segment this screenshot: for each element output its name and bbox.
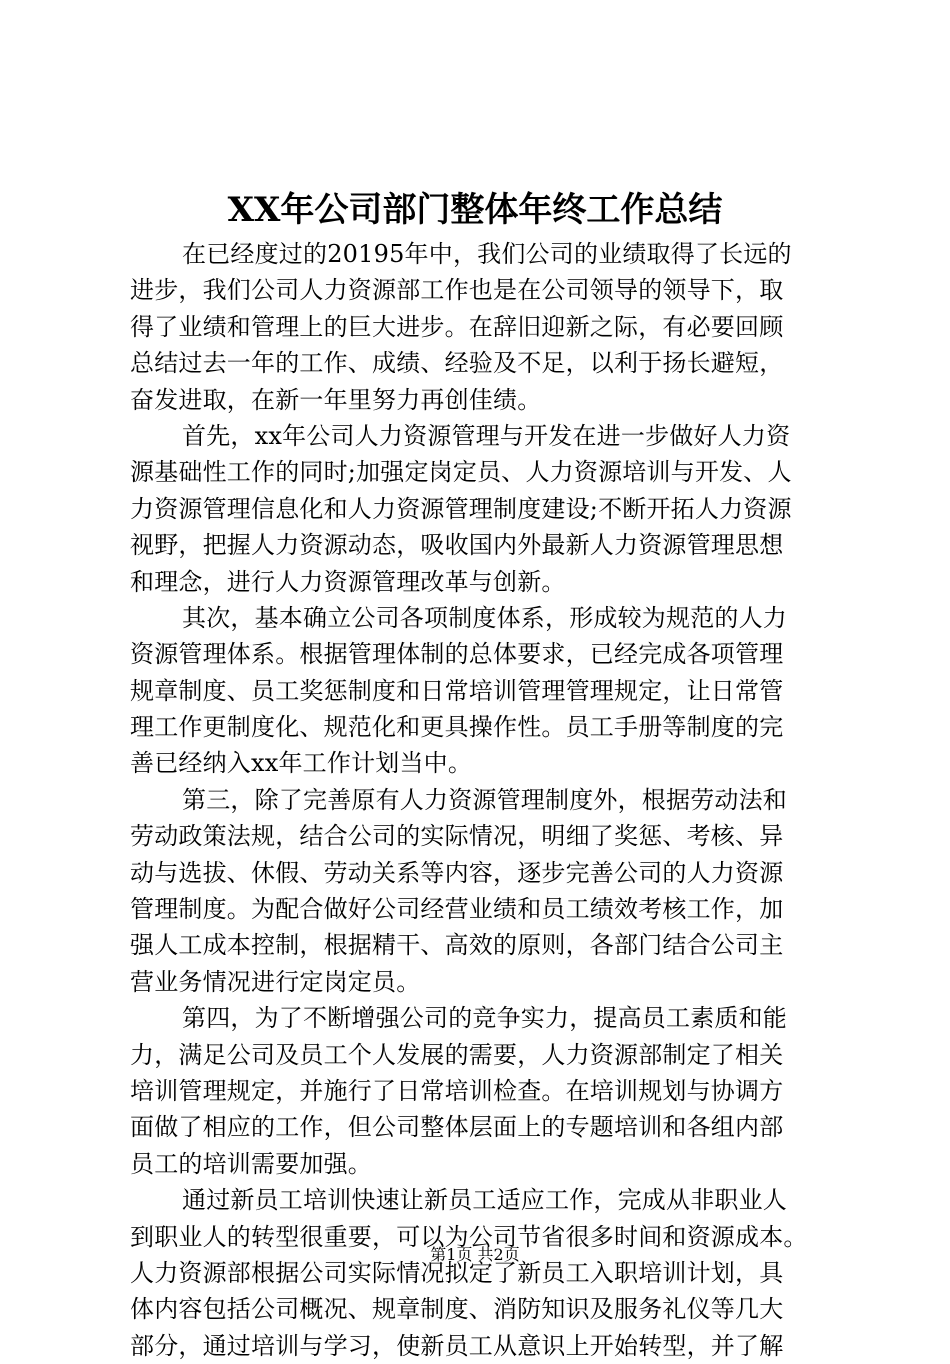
text-line: 体内容包括公司概况、规章制度、消防知识及服务礼仪等几大 <box>130 1295 784 1324</box>
text-line: 奋发进取，在新一年里努力再创佳绩。 <box>130 385 542 414</box>
document-body <box>130 236 830 1364</box>
text-line: 得了业绩和管理上的巨大进步。在辞旧迎新之际，有必要回顾 <box>130 312 784 341</box>
text-line: 第三，除了完善原有人力资源管理制度外，根据劳动法和 <box>182 785 787 814</box>
text-line: 力，满足公司及员工个人发展的需要，人力资源部制定了相关 <box>130 1040 784 1069</box>
text-line: 其次，基本确立公司各项制度体系，形成较为规范的人力 <box>182 603 787 632</box>
text-line: 总结过去一年的工作、成绩、经验及不足，以利于扬长避短， <box>130 349 784 378</box>
text-line: 首先，xx年公司人力资源管理与开发在进一步做好人力资 <box>182 421 791 450</box>
document-title: XX年公司部门整体年终工作总结 <box>227 190 723 230</box>
text-line: 在已经度过的20195年中，我们公司的业绩取得了长远的 <box>182 240 792 268</box>
text-line: 管理制度。为配合做好公司经营业绩和员工绩效考核工作，加 <box>130 895 784 924</box>
text-line: 人力资源部根据公司实际情况拟定了新员工入职培训计划，具 <box>130 1258 784 1287</box>
text-line: 培训管理规定，并施行了日常培训检查。在培训规划与协调方 <box>130 1076 784 1105</box>
text-line: 第四，为了不断增强公司的竞争实力，提高员工素质和能 <box>182 1004 787 1033</box>
text-line: 力资源管理信息化和人力资源管理制度建设;不断开拓人力资源 <box>130 494 792 523</box>
text-line: 面做了相应的工作，但公司整体层面上的专题培训和各组内部 <box>130 1113 784 1142</box>
text-line: 规章制度、员工奖惩制度和日常培训管理管理规定，让日常管 <box>130 676 784 705</box>
text-line: 和理念，进行人力资源管理改革与创新。 <box>130 567 566 596</box>
text-line: 进步，我们公司人力资源部工作也是在公司领导的领导下，取 <box>130 276 784 305</box>
text-line: 资源管理体系。根据管理体制的总体要求，已经完成各项管理 <box>130 640 784 669</box>
text-line: 员工的培训需要加强。 <box>130 1149 372 1178</box>
text-line: 视野，把握人力资源动态，吸收国内外最新人力资源管理思想 <box>130 531 784 560</box>
text-line: 劳动政策法规，结合公司的实际情况，明细了奖惩、考核、异 <box>130 822 784 851</box>
text-line: 部分，通过培训与学习，使新员工从意识上开始转型，并了解 <box>130 1331 784 1360</box>
text-line: 源基础性工作的同时;加强定岗定员、人力资源培训与开发、人 <box>130 458 792 487</box>
text-line: 动与选拔、休假、劳动关系等内容，逐步完善公司的人力资源 <box>130 858 784 887</box>
text-line: 通过新员工培训快速让新员工适应工作，完成从非职业人 <box>182 1186 787 1215</box>
text-line: 善已经纳入xx年工作计划当中。 <box>130 749 473 778</box>
page-number: 第1页 共2页 <box>430 1245 520 1264</box>
text-line: 理工作更制度化、规范化和更具操作性。员工手册等制度的完 <box>130 713 784 742</box>
text-line: 强人工成本控制，根据精干、高效的原则，各部门结合公司主 <box>130 931 784 960</box>
text-line: 营业务情况进行定岗定员。 <box>130 967 421 996</box>
text-line: 到职业人的转型很重要，可以为公司节省很多时间和资源成本。 <box>130 1222 808 1251</box>
